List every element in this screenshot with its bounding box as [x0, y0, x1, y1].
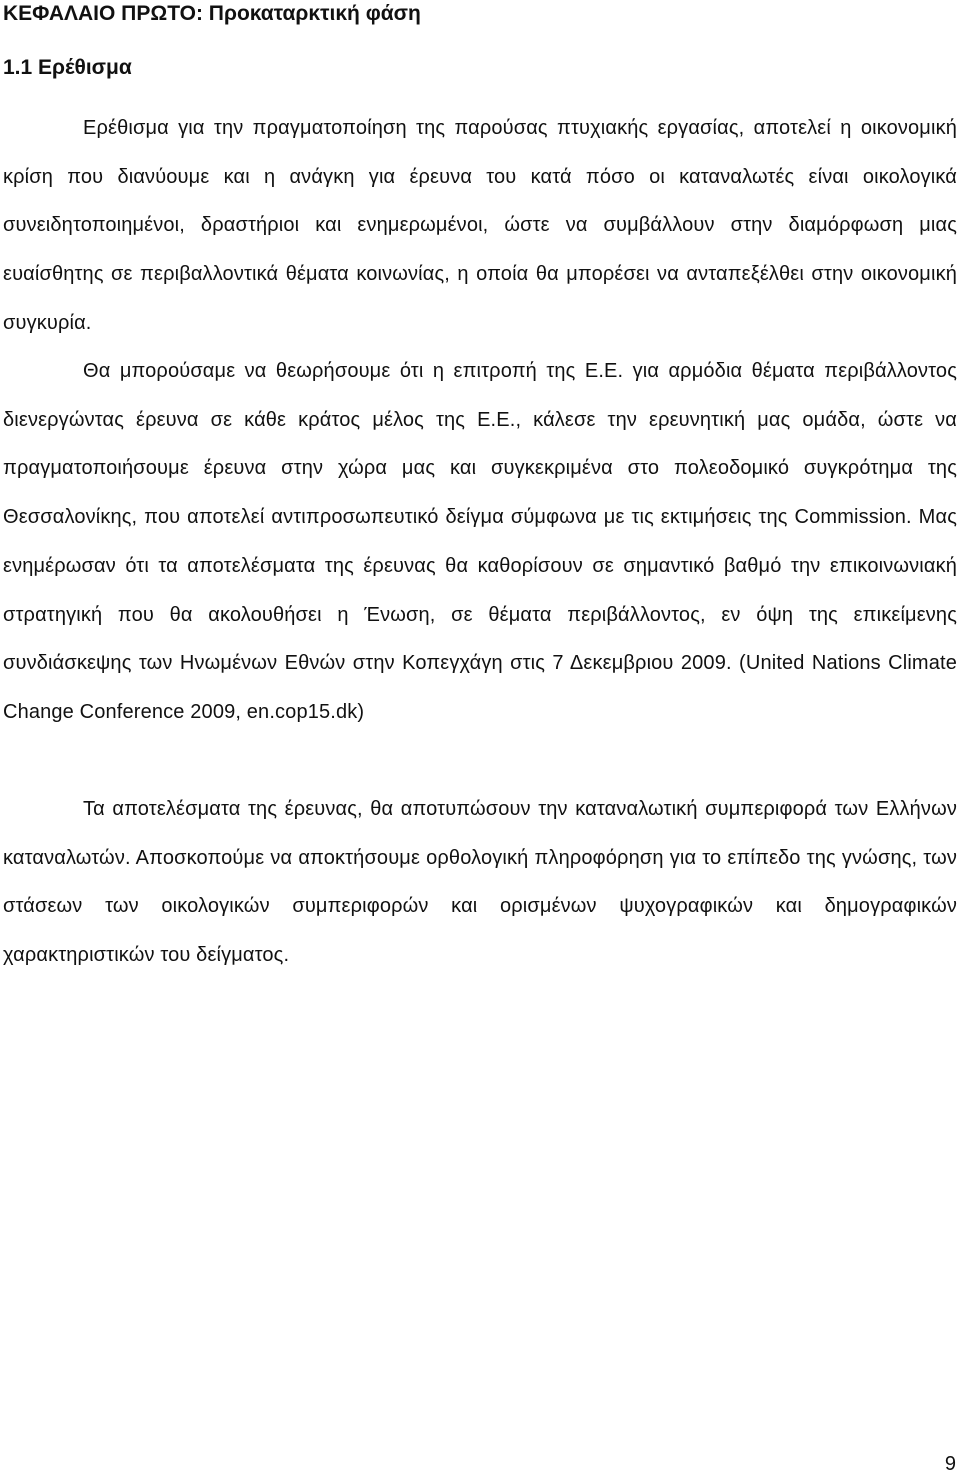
paragraph-stimulus: Ερέθισμα για την πραγματοποίηση της παρούσας πτυχιακής εργασίας, αποτελεί η οικονομική κρίση που διανύουμε και η ανάγκη για έρευνα του κατά πόσο οι καταναλωτές είναι οικολογικά συνειδητοποιημένοι, δραστήριοι και ενημερωμένοι, ώστε να συμβάλλουν στην διαμόρφωση μιας ευαίσθητης σε περιβαλλοντικά θέματα κοινωνίας, η οποία θα μπορέσει να ανταπεξέλθει στην οικονομική συγκυρία.	[3, 117, 957, 334]
paragraph-results: Τα αποτελέσματα της έρευνας, θα αποτυπώσουν την καταναλωτική συμπεριφορά των Ελλήνων καταναλωτών. Αποσκοπούμε να αποκτήσουμε ορθολογική πληροφόρηση για το επίπεδο της γνώσης, των στάσεων των οικολογικών συμπεριφορών και ορισμένων ψυχογραφικών και δημογραφικών χαρακτηριστικών του δείγματος.	[3, 798, 957, 967]
section-heading: 1.1 Ερέθισμα	[3, 56, 132, 79]
chapter-heading: ΚΕΦΑΛΑΙΟ ΠΡΩΤΟ: Προκαταρκτική φάση	[3, 2, 421, 25]
paragraph-eu-committee: Θα μπορούσαμε να θεωρήσουμε ότι η επιτροπή της Ε.Ε. για αρμόδια θέματα περιβάλλοντος διενεργώντας έρευνα σε κάθε κράτος μέλος της Ε.Ε., κάλεσε την ερευνητική μας ομάδα, ώστε να πραγματοποιήσουμε έρευνα στην χώρα μας και συγκεκριμένα στο πολεοδομικό συγκρότημα της Θεσσαλονίκης, που αποτελεί αντιπροσωπευτικό δείγμα σύμφωνα με τις εκτιμήσεις της Commission. Μας ενημέρωσαν ότι τα αποτελέσματα της έρευνας θα καθορίσουν σε σημαντικό βαθμό την επικοινωνιακή στρατηγική που θα ακολουθήσει η Ένωση, σε θέματα περιβάλλοντος, εν όψη της επικείμενης συνδιάσκεψης των Ηνωμένων Εθνών στην Κοπεγχάγη στις 7 Δεκεμβριου 2009. (United Nations Climate Change Conference 2009, en.cop15.dk)	[3, 360, 957, 723]
page-number: 9	[944, 1453, 956, 1475]
